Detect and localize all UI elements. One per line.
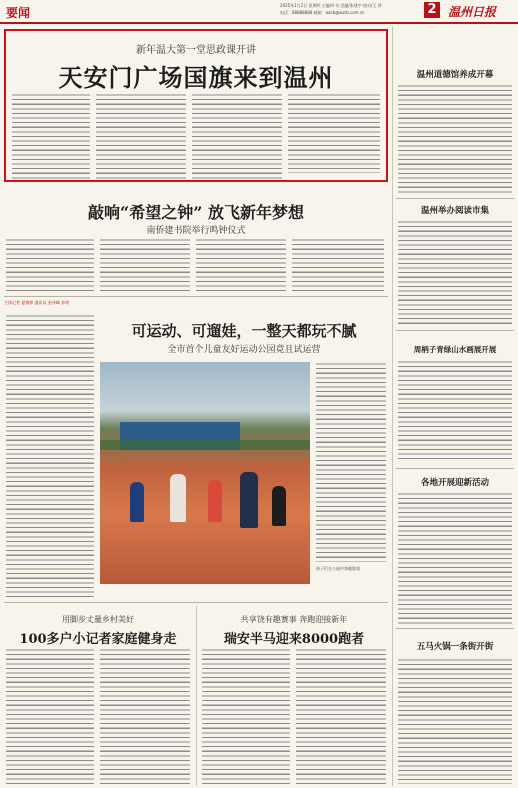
kids-tags: 主体记者 夏雅婷 通讯员 金泽峰 孙明 <box>4 300 70 305</box>
photo-caption: 孩子们在公园中奔跑嬉戏 <box>316 566 360 571</box>
divider <box>196 606 197 786</box>
bell-body-col1 <box>6 238 94 292</box>
brief-body-3 <box>398 360 512 462</box>
brief-title-1: 温州道德馆养成开幕 <box>416 70 494 80</box>
masthead-date: 2025年1月2日 星期四 主编/叶书 美编/张建宇 校对/王 珍 <box>280 3 382 8</box>
kids-photo <box>100 362 310 584</box>
marathon-body-col1 <box>202 648 290 784</box>
lead-body-col3 <box>192 93 282 179</box>
marathon-body-col2 <box>296 648 386 784</box>
brief-title-4: 各地开展迎新活动 <box>420 478 489 488</box>
lead-body-col2 <box>96 93 186 179</box>
brief-title-5: 五马火锅一条街开街 <box>416 642 494 652</box>
lead-title: 天安门广场国旗来到温州 <box>58 63 334 92</box>
lead-article <box>4 29 388 182</box>
kids-title: 可运动、可遛娃，一整天都玩不腻 <box>131 322 357 340</box>
divider <box>396 330 514 331</box>
brief-body-2 <box>398 220 512 326</box>
masthead <box>0 0 518 24</box>
brief-body-4 <box>398 492 512 626</box>
bell-article <box>4 186 388 294</box>
child-figure <box>272 486 286 526</box>
bell-body-col4 <box>292 238 384 292</box>
divider <box>396 198 514 199</box>
child-figure <box>240 472 258 528</box>
lead-kicker: 新年温大第一堂思政课开讲 <box>136 45 256 56</box>
brief-title-3: 周柄子青绿山水画展开展 <box>413 345 497 354</box>
walk-body-col2 <box>100 648 190 784</box>
page-number: 2 <box>424 2 440 18</box>
divider <box>4 602 388 603</box>
lead-body-col1 <box>12 93 90 179</box>
bell-title: 敲响“希望之钟” 放飞新年梦想 <box>88 203 304 222</box>
masthead-contact: 电话：88888888 邮箱：wzrb@wzrb.com.cn <box>280 10 365 15</box>
child-figure <box>170 474 186 522</box>
walk-kicker: 用脚步丈量乡村美好 <box>62 615 134 624</box>
marathon-kicker: 共享饶有趣赛事 奔跑迎接新年 <box>240 615 348 624</box>
brand-logo: 温州日报 <box>448 5 497 19</box>
marathon-article <box>200 606 388 786</box>
brief-body-5 <box>398 658 512 784</box>
divider <box>4 296 388 297</box>
divider <box>396 628 514 629</box>
right-column <box>396 26 514 786</box>
tree-line <box>100 440 310 450</box>
child-figure <box>130 482 144 522</box>
bell-body-col2 <box>100 238 190 292</box>
family-walk-article <box>4 606 192 786</box>
kids-body-col3 <box>316 362 386 562</box>
walk-body-col1 <box>6 648 94 784</box>
divider <box>396 468 514 469</box>
brief-body-1 <box>398 84 512 194</box>
marathon-title: 瑞安半马迎来8000跑者 <box>223 632 365 647</box>
child-figure <box>208 480 222 522</box>
lead-body-col4 <box>288 93 380 173</box>
walk-title: 100多户小记者家庭健身走 <box>19 632 177 647</box>
kids-subtitle: 全市首个儿童友好运动公园竟且试运营 <box>167 345 321 355</box>
kids-article <box>4 300 388 600</box>
section-name: 要闻 <box>6 6 31 20</box>
column-divider <box>392 26 393 786</box>
bell-body-col3 <box>196 238 286 292</box>
bell-subtitle: 南侨建书院举行鸣钟仪式 <box>146 226 246 236</box>
brief-title-2: 温州举办阅读市集 <box>420 206 489 216</box>
kids-body-col1 <box>6 314 94 598</box>
